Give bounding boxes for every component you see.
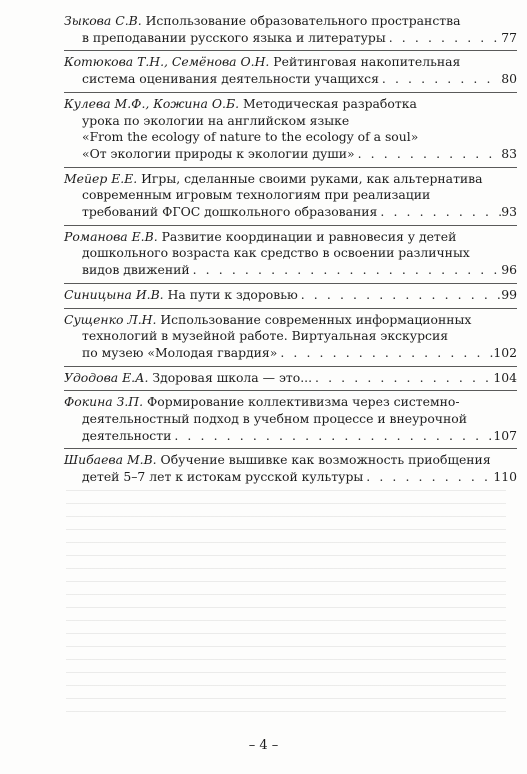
toc-title: Методическая разработка (239, 95, 417, 111)
toc-title: деятельностный подход в учебном процессе и внеурочной (82, 411, 467, 427)
toc-line-text (82, 113, 349, 130)
toc-title: по музею «Молодая гвардия» (82, 344, 278, 360)
toc-line (64, 345, 517, 362)
toc-line-text (64, 312, 471, 329)
toc-line-text (64, 229, 456, 246)
toc-line (64, 229, 517, 246)
toc-entry (64, 309, 517, 367)
toc-line (64, 312, 517, 329)
toc-page-number: 93 (501, 204, 517, 220)
toc-title: На пути к здоровью (163, 286, 298, 302)
toc-page-number: 99 (501, 286, 517, 302)
dot-leader (171, 428, 493, 445)
toc-line (64, 30, 517, 47)
toc-line-text (64, 171, 483, 188)
toc-title: «От экологии природы к экологии души» (82, 145, 355, 161)
toc-author: Шибаева М.В. (64, 452, 157, 468)
toc-leader (386, 30, 517, 47)
toc-line-text (64, 54, 460, 71)
toc-title: в преподавании русского языка и литературы (82, 29, 386, 45)
toc-line (64, 394, 517, 411)
toc-title: современным игровым технологиям при реализации (82, 187, 431, 203)
toc-title: Формирование коллективизма через системно- (143, 394, 460, 410)
toc-line (64, 54, 517, 71)
toc-line-text (64, 394, 460, 411)
toc-line (64, 146, 517, 163)
toc-line (64, 171, 517, 188)
toc-line-text (82, 129, 418, 146)
toc-entry (64, 168, 517, 226)
toc-title: деятельности (82, 427, 172, 443)
toc-entry (64, 284, 517, 309)
toc-author: Удодова Е.А. (64, 369, 149, 385)
toc-entry (64, 367, 517, 392)
toc-author: Зыкова С.В. (64, 13, 142, 28)
toc-title: детей 5–7 лет к истокам русской культуры (82, 469, 364, 485)
toc-line-text (64, 96, 417, 113)
toc-line-text (64, 287, 298, 304)
toc-leader (190, 262, 517, 279)
toc-line-text (64, 13, 460, 30)
toc-leader (298, 287, 517, 304)
toc-title: Обучение вышивке как возможность приобщения (156, 452, 491, 468)
toc-line-text (82, 71, 379, 88)
toc-line-text (82, 30, 386, 47)
toc-title: «From the ecology of nature to the ecology of a soul» (82, 129, 419, 145)
page-number: – 4 – (248, 738, 279, 753)
toc-line-text (64, 452, 491, 469)
toc-page-number: 80 (501, 71, 517, 87)
dot-leader (386, 30, 501, 47)
toc-line-text (82, 146, 355, 163)
toc-line (64, 71, 517, 88)
bleed-through-text (66, 490, 506, 720)
toc-leader (363, 469, 517, 486)
toc-line-text (82, 328, 448, 345)
toc-page-number: 96 (501, 262, 517, 278)
toc-title: требований ФГОС дошкольного образования (82, 204, 378, 220)
toc-line (64, 113, 517, 130)
dot-leader (312, 370, 493, 387)
toc-entry (64, 93, 517, 168)
toc-title: видов движений (82, 262, 190, 278)
toc-entry (64, 449, 517, 489)
toc-line (64, 287, 517, 304)
toc-title: дошкольного возраста как средство в освоении различных (82, 245, 470, 261)
toc-line (64, 13, 517, 30)
toc-author: Сущенко Л.Н. (64, 311, 157, 327)
toc-line (64, 411, 517, 428)
toc-leader (171, 428, 517, 445)
toc-entry (64, 10, 517, 51)
toc-leader (277, 345, 517, 362)
toc-title: Здоровая школа — это... (148, 369, 313, 385)
toc-line-text (82, 411, 467, 428)
toc-line (64, 469, 517, 486)
toc-leader (379, 71, 517, 88)
toc-line-text (82, 204, 377, 221)
table-of-contents (64, 10, 517, 490)
toc-author: Романова Е.В. (64, 228, 158, 244)
dot-leader (363, 469, 493, 486)
toc-leader (355, 146, 517, 163)
toc-title: система оценивания деятельности учащихся (82, 71, 379, 87)
toc-line (64, 452, 517, 469)
toc-title: урока по экологии на английском языке (82, 112, 350, 128)
toc-title: Развитие координации и равновесия у детей (157, 228, 457, 244)
toc-page-number: 83 (501, 145, 517, 161)
dot-leader (190, 262, 502, 279)
toc-leader (312, 370, 517, 387)
toc-line (64, 328, 517, 345)
toc-author: Мейер Е.Е. (64, 170, 138, 186)
toc-line (64, 204, 517, 221)
toc-author: Кулева М.Ф., Кожина О.Б. (64, 95, 240, 111)
dot-leader (379, 71, 501, 88)
toc-page-number: 102 (493, 344, 517, 360)
dot-leader (355, 146, 502, 163)
dot-leader (277, 345, 493, 362)
toc-page-number: 77 (501, 29, 517, 45)
toc-line-text (82, 428, 171, 445)
toc-line-text (82, 469, 363, 486)
toc-page-number: 107 (493, 427, 517, 443)
toc-line (64, 428, 517, 445)
toc-author: Синицына И.В. (64, 286, 164, 302)
toc-line-text (82, 187, 430, 204)
toc-title: Использование образовательного пространства (141, 13, 461, 28)
dot-leader (377, 204, 501, 221)
toc-line (64, 187, 517, 204)
toc-title: Использование современных информационных (156, 311, 472, 327)
toc-line-text (82, 245, 470, 262)
toc-entry (64, 226, 517, 284)
toc-line-text (82, 262, 190, 279)
toc-leader (377, 204, 517, 221)
toc-line (64, 129, 517, 146)
toc-line (64, 370, 517, 387)
dot-leader (298, 287, 501, 304)
toc-line (64, 245, 517, 262)
toc-line-text (64, 370, 312, 387)
toc-author: Фокина З.П. (64, 394, 144, 410)
toc-page-number: 104 (493, 369, 517, 385)
toc-title: технологий в музейной работе. Виртуальная экскурсия (82, 328, 449, 344)
toc-page-number: 110 (493, 469, 517, 485)
toc-title: Игры, сделанные своими руками, как альтернатива (137, 170, 483, 186)
toc-title: Рейтинговая накопительная (269, 54, 461, 70)
toc-line (64, 96, 517, 113)
toc-line (64, 262, 517, 279)
toc-entry (64, 391, 517, 449)
toc-entry (64, 51, 517, 92)
toc-line-text (82, 345, 277, 362)
toc-author: Котюкова Т.Н., Семёнова О.Н. (64, 54, 270, 70)
